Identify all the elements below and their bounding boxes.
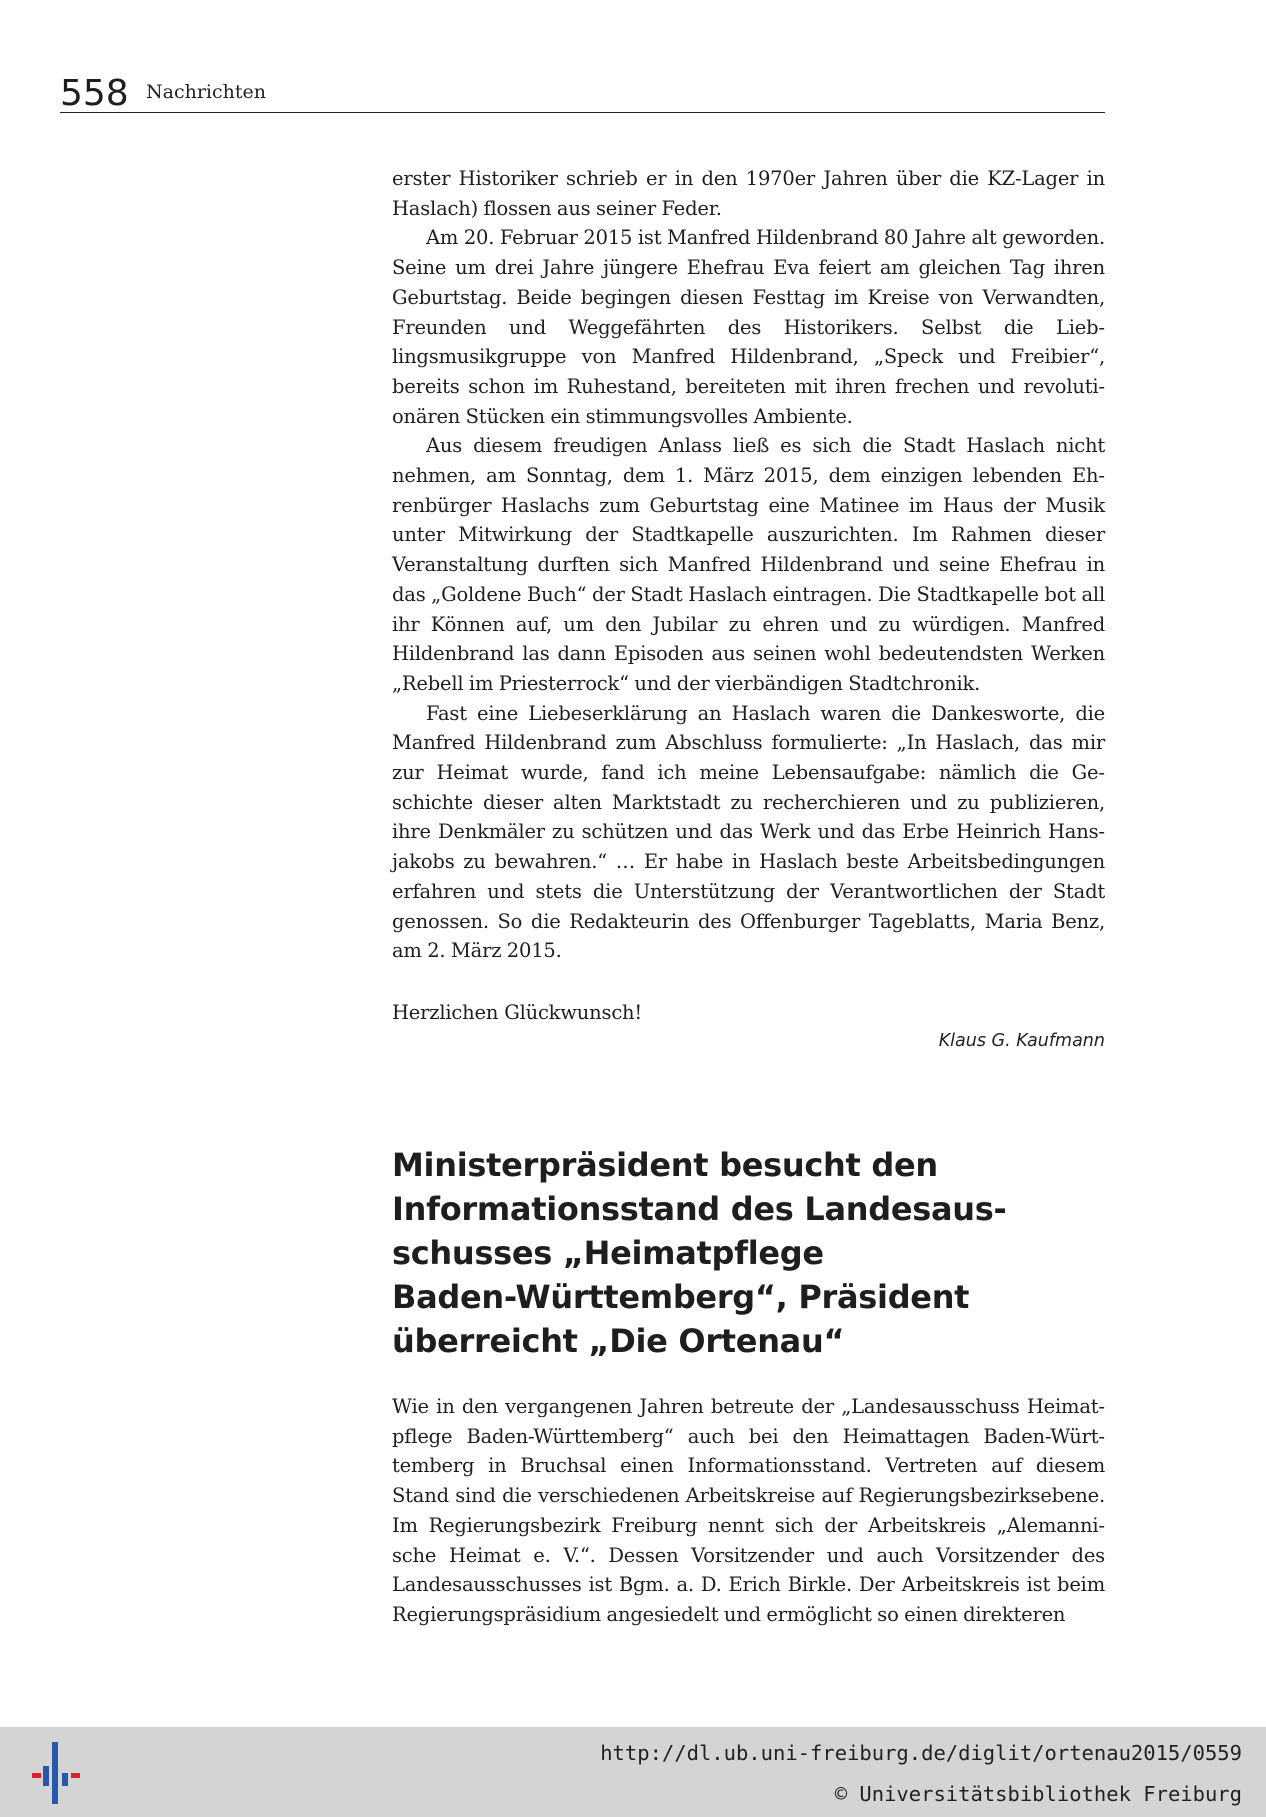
logo-bar	[43, 1766, 49, 1786]
heading-line: schusses „Heimatpflege	[392, 1234, 824, 1272]
author-signature: Klaus G. Kaufmann	[938, 1031, 1105, 1051]
logo-bar	[32, 1773, 41, 1778]
logo-bar	[52, 1742, 58, 1804]
closing-greeting: Herzlichen Glückwunsch!	[392, 1001, 643, 1024]
heading-line: überreicht „Die Ortenau“	[392, 1322, 845, 1360]
copyright-notice: © Universitätsbibliothek Freiburg	[834, 1782, 1242, 1806]
paragraph: Wie in den vergangenen Jahren betreute der „Landesausschuss Heimatpflege Baden-Württemberg“ auch bei den Heimattagen Baden-Württemberg in Bruchsal einen Informationsstand. Vertreten auf diesem Stand sind die verschiedenen Arbeitskreise auf Regierungsbezirksebene. Im Regierungsbezirk Freiburg nennt sich der Arbeitskreis „Alemannische Heimat e. V.“. Dessen Vorsitzender und auch Vorsitzender des Landesausschusses ist Bgm. a. D. Erich Birkle. Der Arbeitskreis ist beim Regierungspräsidium angesiedelt und ermöglicht so einen direkteren	[392, 1395, 1105, 1626]
heading-line: Baden-Württemberg“, Präsident	[392, 1278, 970, 1316]
running-head	[60, 73, 1105, 114]
logo-bar	[62, 1773, 68, 1786]
heading-line: Ministerpräsident besucht den	[392, 1146, 938, 1184]
article-body-hildenbrand	[392, 164, 1105, 966]
page-number: 558	[60, 73, 129, 114]
article-heading	[392, 1143, 1105, 1363]
paragraph: Fast eine Liebeserklärung an Haslach waren die Dankesworte, die Manfred Hildenbrand zum Abschluss formulierte: „In Haslach, das mir zur Heimat wurde, fand ich meine Lebensaufgabe: nämlich die Geschichte dieser alten Marktstadt zu recherchieren und zu publizieren, ihre Denkmäler zu schützen und das Werk und das Erbe Heinrich Hansjakobs zu bewahren.“ … Er habe in Haslach beste Arbeitsbedingungen erfahren und stets die Unterstützung der Verantwortlichen der Stadt genossen. So die Redakteurin des Offenburger Tageblatts, Maria Benz, am 2. März 2015.	[392, 701, 1105, 963]
paragraph: Am 20. Februar 2015 ist Manfred Hildenbrand 80 Jahre alt geworden. Seine um drei Jahre jüngere Ehefrau Eva feiert am gleichen Tag ihren Geburtstag. Beide begingen diesen Festtag im Kreise von Verwandten, Freunden und Weggefährten des Historikers. Selbst die Lieblingsmusikgruppe von Manfred Hildenbrand, „Speck und Freibier“, bereits schon im Ruhestand, bereiteten mit ihren frechen und revolutionären Stücken ein stimmungsvolles Ambiente.	[392, 226, 1105, 428]
paragraph: erster Historiker schrieb er in den 1970er Jahren über die KZ-Lager in Haslach) flossen aus seiner Feder.	[392, 167, 1105, 220]
paragraph: Aus diesem freudigen Anlass ließ es sich die Stadt Haslach nicht nehmen, am Sonntag, dem 1. März 2015, dem einzigen lebenden Ehrenbürger Haslachs zum Geburtstag eine Matinee im Haus der Musik unter Mitwirkung der Stadtkapelle auszurichten. Im Rahmen dieser Veranstaltung durften sich Manfred Hildenbrand und seine Ehefrau in das „Goldene Buch“ der Stadt Haslach eintragen. Die Stadtkapelle bot all ihr Können auf, um den Jubilar zu ehren und zu würdigen. Manfred Hildenbrand las dann Episoden aus seinen wohl bedeutendsten Werken „Rebell im Priesterrock“ und der vierbändigen Stadtchronik.	[392, 434, 1105, 695]
university-library-logo-icon	[30, 1742, 82, 1804]
article-body-ministerpraesident	[392, 1392, 1105, 1630]
logo-bar	[71, 1773, 80, 1778]
source-url-link[interactable]: http://dl.ub.uni-freiburg.de/diglit/ortenau2015/0559	[600, 1741, 1242, 1765]
section-title: Nachrichten	[146, 81, 266, 103]
heading-line: Informationsstand des Landesaus-	[392, 1190, 1007, 1228]
